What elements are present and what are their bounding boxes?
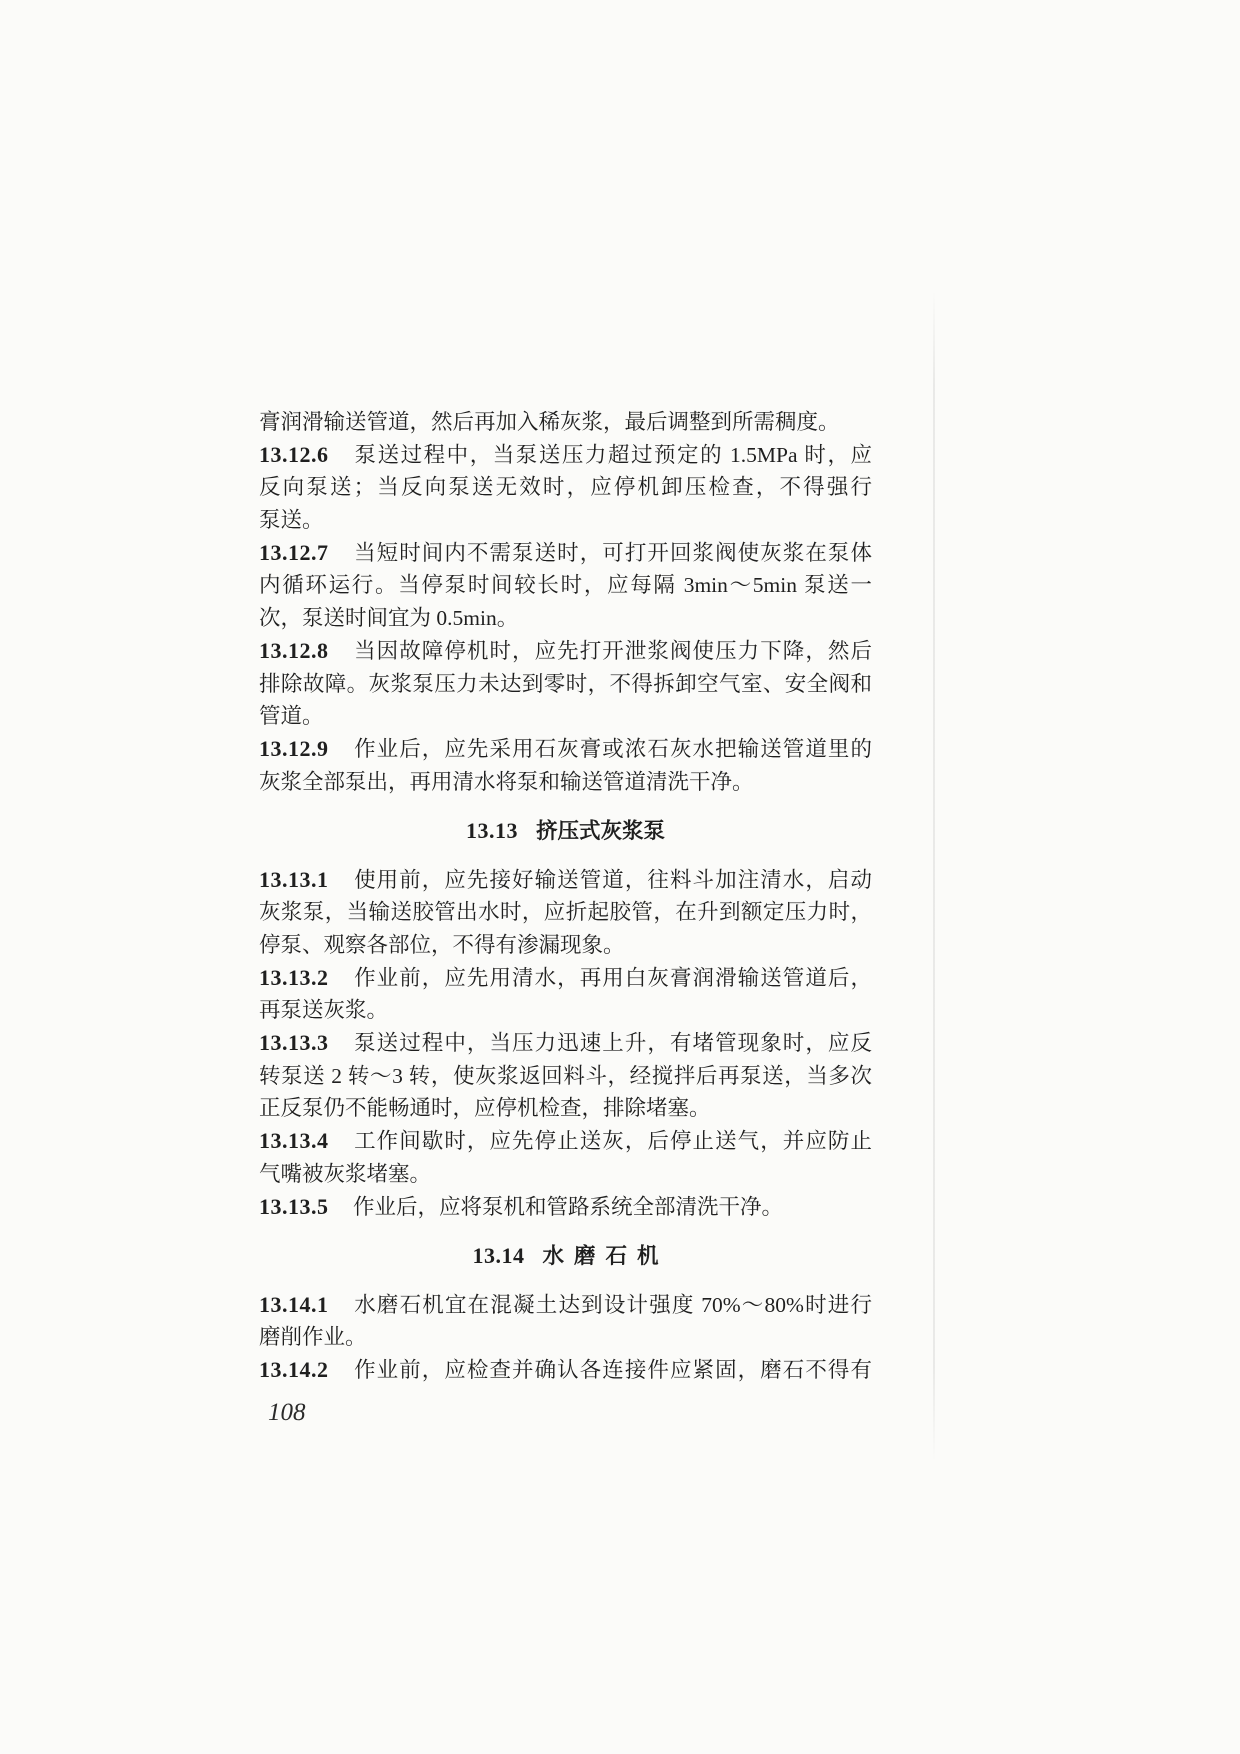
clause-text: 作业后，应将泵机和管路系统全部清洗干净。 <box>353 1194 784 1219</box>
paragraph-line: 磨削作业。 <box>259 1325 367 1350</box>
paragraph-line: 灰浆泵，当输送胶管出水时，应折起胶管，在升到额定压力时， <box>259 900 872 925</box>
paragraph-line: 气嘴被灰浆堵塞。 <box>259 1161 432 1186</box>
paragraph-line: 排除故障。灰浆泵压力未达到零时，不得拆卸空气室、安全阀和 <box>259 671 872 696</box>
paragraph-line: 泵送。 <box>259 508 324 533</box>
paragraph-line: 内循环运行。当停泵时间较长时，应每隔 3min～5min 泵送一 <box>259 573 872 598</box>
clause-13-14-2 <box>259 1354 872 1387</box>
clause-text: 当短时间内不需泵送时，可打开回浆阀使灰浆在泵体 <box>353 540 872 565</box>
page-number: 108 <box>268 1399 306 1426</box>
clause-13-12-9 <box>259 733 872 798</box>
clause-13-13-5 <box>259 1191 872 1224</box>
page-edge-shadow <box>933 290 935 1462</box>
clause-13-12-7 <box>259 537 872 635</box>
paragraph-line <box>259 1354 872 1387</box>
clause-text: 水磨石机宜在混凝土达到设计强度 70%～80%时进行 <box>353 1292 872 1317</box>
clause-13-12-8 <box>259 635 872 733</box>
paragraph-line: 灰浆全部泵出，再用清水将泵和输送管道清洗干净。 <box>259 769 754 794</box>
paragraph-line <box>259 635 872 668</box>
paragraph-line: 反向泵送；当反向泵送无效时，应停机卸压检查，不得强行 <box>259 475 872 500</box>
paragraph-line: 次，泵送时间宜为 0.5min。 <box>259 606 519 631</box>
clause-number: 13.13.4 <box>259 1128 329 1154</box>
page-body <box>259 406 872 1387</box>
clause-number: 13.12.9 <box>259 735 329 761</box>
clause-text: 当因故障停机时，应先打开泄浆阀使压力下降，然后 <box>353 638 872 663</box>
clause-13-12-6 <box>259 439 872 537</box>
paragraph-line <box>259 1125 872 1158</box>
clause-13-13-3 <box>259 1027 872 1125</box>
section-title: 水磨石机 <box>542 1244 669 1270</box>
section-number: 13.14 <box>472 1243 525 1269</box>
paragraph-line: 正反泵仍不能畅通时，应停机检查，排除堵塞。 <box>259 1096 711 1121</box>
paragraph-line <box>259 439 872 472</box>
clause-13-13-4 <box>259 1125 872 1190</box>
clause-number: 13.14.1 <box>259 1291 329 1317</box>
clause-number: 13.14.2 <box>259 1356 329 1382</box>
clause-number: 13.12.7 <box>259 539 329 565</box>
section-number: 13.13 <box>465 818 518 844</box>
clause-number: 13.13.1 <box>259 866 329 892</box>
clause-number: 13.13.5 <box>259 1193 329 1219</box>
paragraph-line <box>259 1191 872 1224</box>
clause-13-14-1 <box>259 1289 872 1354</box>
section-heading-13-14 <box>259 1223 872 1288</box>
paragraph-line: 管道。 <box>259 704 324 729</box>
paragraph-line: 膏润滑输送管道，然后再加入稀灰浆，最后调整到所需稠度。 <box>259 410 840 434</box>
clause-text: 泵送过程中，当泵送压力超过预定的 1.5MPa 时，应 <box>353 442 872 467</box>
paragraph-line <box>259 962 872 995</box>
paragraph-line <box>259 733 872 766</box>
clause-13-13-1 <box>259 864 872 962</box>
paragraph-line <box>259 1027 872 1060</box>
clause-text: 作业前，应检查并确认各连接件应紧固，磨石不得有 <box>353 1357 872 1382</box>
clause-text: 使用前，应先接好输送管道，往料斗加注清水，启动 <box>353 867 872 892</box>
clause-text: 作业前，应先用清水，再用白灰膏润滑输送管道后， <box>353 965 872 990</box>
clause-number: 13.12.8 <box>259 637 329 663</box>
clause-text: 泵送过程中，当压力迅速上升，有堵管现象时，应反 <box>353 1031 872 1056</box>
paragraph-line: 再泵送灰浆。 <box>259 998 389 1023</box>
section-title: 挤压式灰浆泵 <box>535 819 665 845</box>
clause-number: 13.12.6 <box>259 441 329 467</box>
paragraph-line: 停泵、观察各部位，不得有渗漏现象。 <box>259 933 625 958</box>
clause-number: 13.13.3 <box>259 1030 329 1056</box>
paragraph-line <box>259 1289 872 1322</box>
paragraph-continuation <box>259 406 872 439</box>
paragraph-line: 转泵送 2 转～3 转，使灰浆返回料斗，经搅拌后再泵送，当多次 <box>259 1063 872 1088</box>
clause-text: 作业后，应先采用石灰膏或浓石灰水把输送管道里的 <box>353 736 872 761</box>
clause-text: 工作间歇时，应先停止送灰，后停止送气，并应防止 <box>353 1129 872 1154</box>
clause-number: 13.13.2 <box>259 964 329 990</box>
paragraph-line <box>259 864 872 897</box>
section-heading-13-13 <box>259 798 872 863</box>
paragraph-line <box>259 537 872 570</box>
clause-13-13-2 <box>259 962 872 1027</box>
